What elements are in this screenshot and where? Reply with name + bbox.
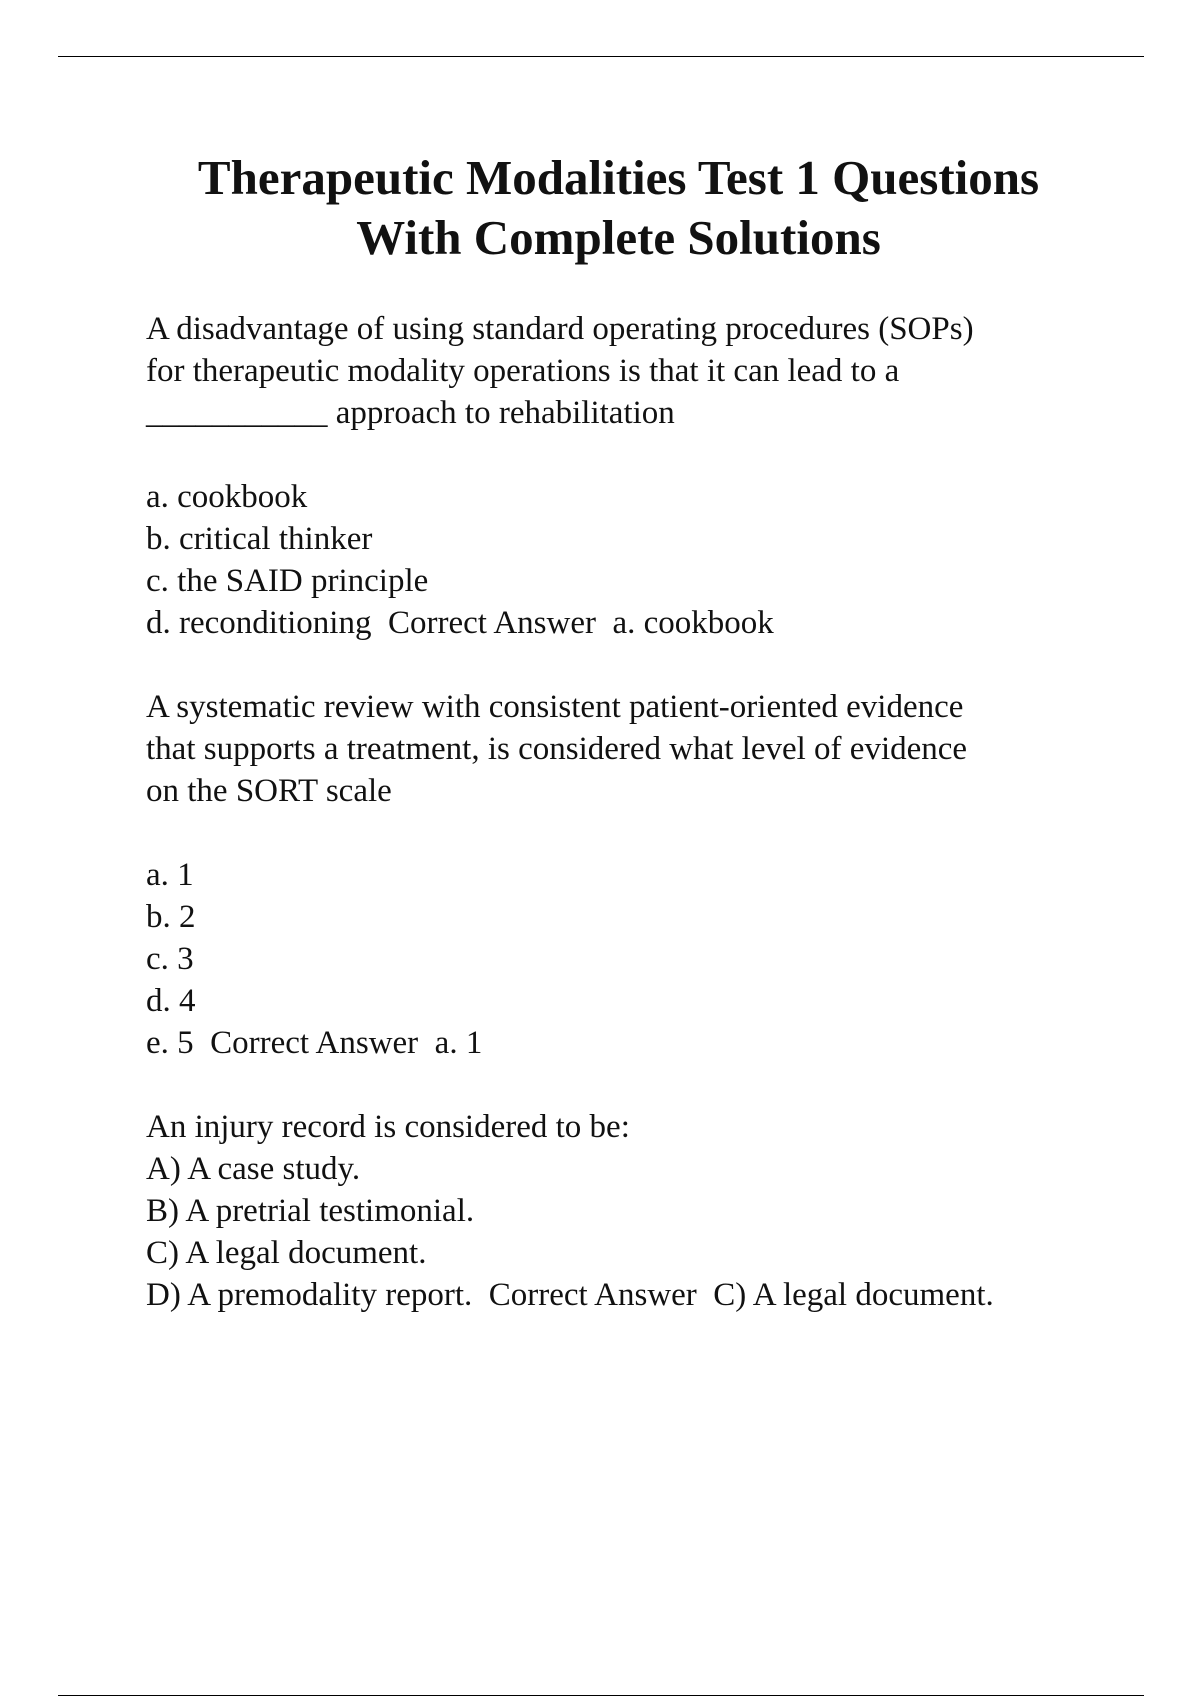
question-1 — [146, 308, 1146, 644]
title-line: With Complete Solutions — [356, 210, 881, 265]
option-line: B) A pretrial testimonial. — [146, 1193, 475, 1229]
title-line: Therapeutic Modalities Test 1 Questions — [197, 150, 1040, 205]
stem-line: on the SORT scale — [146, 773, 392, 809]
top-rule — [58, 56, 1144, 57]
option-line: C) A legal document. — [146, 1235, 427, 1271]
spacer — [146, 644, 1146, 686]
option-line: A) A case study. — [146, 1151, 361, 1187]
question-stem — [146, 308, 1146, 434]
option-line: d. 4 — [146, 983, 196, 1019]
document-title — [100, 148, 1137, 268]
answer-options — [146, 854, 1146, 1064]
answer-options — [146, 1148, 1146, 1316]
stem-line: A disadvantage of using standard operating procedures (SOPs) — [146, 311, 974, 347]
stem-line: A systematic review with consistent patient-oriented evidence — [146, 689, 964, 725]
option-line: a. 1 — [146, 857, 194, 893]
question-stem — [146, 1106, 1146, 1148]
option-line: b. critical thinker — [146, 521, 373, 557]
answer-options — [146, 476, 1146, 644]
stem-line: ___________ approach to rehabilitation — [146, 395, 675, 431]
option-line: b. 2 — [146, 899, 196, 935]
option-line-with-answer: e. 5 Correct Answer a. 1 — [146, 1025, 483, 1061]
spacer — [146, 812, 1146, 854]
spacer — [146, 1064, 1146, 1106]
question-stem — [146, 686, 1146, 812]
stem-line: that supports a treatment, is considered what level of evidence — [146, 731, 968, 767]
stem-line: for therapeutic modality operations is that it can lead to a — [146, 353, 900, 389]
option-line-with-answer: d. reconditioning Correct Answer a. cookbook — [146, 605, 774, 641]
document-body — [146, 308, 1146, 1316]
option-line: c. 3 — [146, 941, 194, 977]
option-line-with-answer: D) A premodality report. Correct Answer C) A legal document. — [146, 1277, 994, 1313]
option-line: a. cookbook — [146, 479, 308, 515]
option-line: c. the SAID principle — [146, 563, 429, 599]
spacer — [146, 434, 1146, 476]
question-2 — [146, 686, 1146, 1064]
question-3 — [146, 1106, 1146, 1316]
stem-line: An injury record is considered to be: — [146, 1109, 630, 1145]
bottom-rule — [58, 1695, 1144, 1696]
